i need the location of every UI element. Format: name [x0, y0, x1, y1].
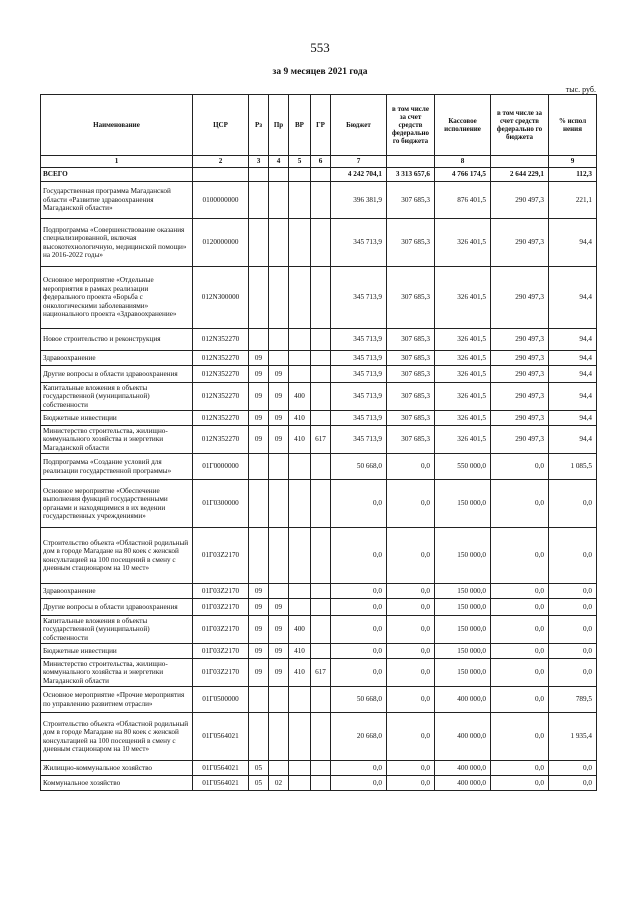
col-number: 7	[331, 156, 387, 168]
row-budget-fed: 0,0	[387, 599, 435, 616]
row-budget-fed: 307 685,3	[387, 219, 435, 267]
row-budget-fed: 307 685,3	[387, 383, 435, 411]
row-cash: 326 401,5	[435, 267, 491, 329]
row-budget: 0,0	[331, 584, 387, 599]
row-percent: 94,4	[549, 267, 597, 329]
col-number	[387, 156, 435, 168]
row-gr	[311, 351, 331, 366]
row-csr: 012N352270	[193, 366, 249, 383]
row-budget-fed: 307 685,3	[387, 267, 435, 329]
row-cash-fed: 0,0	[491, 644, 549, 659]
table-row	[41, 480, 597, 528]
row-gr	[311, 366, 331, 383]
row-csr: 012N352270	[193, 383, 249, 411]
row-csr: 01Г03Z2170	[193, 616, 249, 644]
row-budget: 345 713,9	[331, 426, 387, 454]
col-header-csr: ЦСР	[193, 95, 249, 156]
row-budget-fed: 0,0	[387, 761, 435, 776]
row-gr	[311, 687, 331, 713]
row-gr	[311, 713, 331, 761]
row-cash: 326 401,5	[435, 219, 491, 267]
row-budget: 50 668,0	[331, 454, 387, 480]
table-row	[41, 644, 597, 659]
row-vr	[289, 713, 311, 761]
row-percent: 0,0	[549, 761, 597, 776]
row-name: Капитальные вложения в объекты государственной (муниципальной) собственности	[41, 616, 193, 644]
row-csr: 01Г03Z2170	[193, 644, 249, 659]
col-header-name: Наименование	[41, 95, 193, 156]
row-rz	[249, 687, 269, 713]
row-budget-fed: 307 685,3	[387, 426, 435, 454]
row-name: Другие вопросы в области здравоохранения	[41, 599, 193, 616]
total-label: ВСЕГО	[41, 168, 193, 182]
table-row	[41, 713, 597, 761]
row-cash-fed: 0,0	[491, 584, 549, 599]
row-budget: 0,0	[331, 616, 387, 644]
total-percent: 112,3	[549, 168, 597, 182]
row-rz: 09	[249, 366, 269, 383]
row-budget-fed: 0,0	[387, 644, 435, 659]
row-rz: 09	[249, 383, 269, 411]
col-number	[491, 156, 549, 168]
row-cash: 326 401,5	[435, 351, 491, 366]
table-row	[41, 687, 597, 713]
row-cash-fed: 0,0	[491, 528, 549, 584]
table-row	[41, 776, 597, 791]
row-cash-fed: 290 497,3	[491, 219, 549, 267]
row-vr	[289, 687, 311, 713]
row-cash: 150 000,0	[435, 528, 491, 584]
row-csr: 012N352270	[193, 351, 249, 366]
row-csr: 01Г0300000	[193, 480, 249, 528]
row-pr: 09	[269, 411, 289, 426]
row-cash-fed: 290 497,3	[491, 383, 549, 411]
table-row	[41, 329, 597, 351]
row-budget-fed: 0,0	[387, 616, 435, 644]
row-vr: 400	[289, 383, 311, 411]
row-percent: 1 085,5	[549, 454, 597, 480]
row-pr: 02	[269, 776, 289, 791]
row-percent: 0,0	[549, 480, 597, 528]
row-budget: 345 713,9	[331, 351, 387, 366]
row-gr	[311, 329, 331, 351]
row-pr	[269, 480, 289, 528]
row-pr	[269, 329, 289, 351]
col-header-budget-fed: в том числе за счет средств федерально го бюджета	[387, 95, 435, 156]
row-csr: 0100000000	[193, 182, 249, 219]
row-pr: 09	[269, 366, 289, 383]
row-rz: 09	[249, 599, 269, 616]
table-row	[41, 426, 597, 454]
row-rz	[249, 480, 269, 528]
row-csr: 01Г03Z2170	[193, 659, 249, 687]
row-budget: 345 713,9	[331, 383, 387, 411]
row-budget-fed: 0,0	[387, 454, 435, 480]
row-budget: 0,0	[331, 480, 387, 528]
row-gr	[311, 219, 331, 267]
row-name: Подпрограмма «Совершенствование оказания специализированной, включая высокотехнологичную, медицинской помощи» на 2016-2022 годы»	[41, 219, 193, 267]
row-cash: 326 401,5	[435, 426, 491, 454]
row-vr	[289, 219, 311, 267]
row-cash: 400 000,0	[435, 687, 491, 713]
table-row	[41, 584, 597, 599]
row-budget: 0,0	[331, 776, 387, 791]
row-percent: 94,4	[549, 351, 597, 366]
row-cash: 150 000,0	[435, 616, 491, 644]
row-vr	[289, 329, 311, 351]
row-gr	[311, 616, 331, 644]
row-csr: 01Г0000000	[193, 454, 249, 480]
row-name: Министерство строительства, жилищно-коммунального хозяйства и энергетики Магаданской области	[41, 426, 193, 454]
row-budget-fed: 0,0	[387, 528, 435, 584]
row-budget: 396 381,9	[331, 182, 387, 219]
row-csr: 01Г0564021	[193, 713, 249, 761]
row-cash-fed: 0,0	[491, 776, 549, 791]
row-gr	[311, 411, 331, 426]
row-vr: 410	[289, 426, 311, 454]
row-budget: 0,0	[331, 528, 387, 584]
row-cash: 150 000,0	[435, 659, 491, 687]
total-budget: 4 242 704,1	[331, 168, 387, 182]
table-row	[41, 411, 597, 426]
row-csr: 01Г03Z2170	[193, 584, 249, 599]
row-budget: 20 668,0	[331, 713, 387, 761]
row-cash: 150 000,0	[435, 644, 491, 659]
budget-execution-table	[40, 94, 597, 791]
row-csr: 01Г0564021	[193, 761, 249, 776]
row-budget: 0,0	[331, 599, 387, 616]
total-budget-fed: 3 313 657,6	[387, 168, 435, 182]
row-csr: 012N352270	[193, 426, 249, 454]
row-rz: 09	[249, 584, 269, 599]
row-vr	[289, 366, 311, 383]
row-percent: 0,0	[549, 584, 597, 599]
row-name: Другие вопросы в области здравоохранения	[41, 366, 193, 383]
row-budget-fed: 0,0	[387, 687, 435, 713]
row-gr	[311, 267, 331, 329]
col-header-cash-fed: в том числе за счет средств федерально го бюджета	[491, 95, 549, 156]
row-budget: 345 713,9	[331, 219, 387, 267]
row-cash-fed: 0,0	[491, 599, 549, 616]
table-row	[41, 267, 597, 329]
row-budget-fed: 0,0	[387, 480, 435, 528]
row-cash: 400 000,0	[435, 776, 491, 791]
row-vr	[289, 761, 311, 776]
row-name: Жилищно-коммунальное хозяйство	[41, 761, 193, 776]
row-budget-fed: 0,0	[387, 584, 435, 599]
row-percent: 0,0	[549, 528, 597, 584]
row-gr: 617	[311, 659, 331, 687]
row-cash: 400 000,0	[435, 713, 491, 761]
column-number-row	[41, 156, 597, 168]
row-percent: 94,4	[549, 383, 597, 411]
row-rz: 05	[249, 761, 269, 776]
col-number: 4	[269, 156, 289, 168]
table-row	[41, 383, 597, 411]
table-row	[41, 182, 597, 219]
row-pr: 09	[269, 599, 289, 616]
row-percent: 94,4	[549, 329, 597, 351]
row-vr	[289, 599, 311, 616]
row-percent: 221,1	[549, 182, 597, 219]
row-vr	[289, 351, 311, 366]
row-cash-fed: 290 497,3	[491, 329, 549, 351]
row-cash-fed: 0,0	[491, 454, 549, 480]
row-pr	[269, 351, 289, 366]
row-cash-fed: 0,0	[491, 687, 549, 713]
row-pr	[269, 219, 289, 267]
row-cash-fed: 290 497,3	[491, 351, 549, 366]
col-number: 2	[193, 156, 249, 168]
row-percent: 0,0	[549, 776, 597, 791]
col-number: 9	[549, 156, 597, 168]
table-row	[41, 454, 597, 480]
row-percent: 0,0	[549, 644, 597, 659]
row-budget: 0,0	[331, 644, 387, 659]
row-budget: 345 713,9	[331, 366, 387, 383]
table-row	[41, 528, 597, 584]
row-vr: 400	[289, 616, 311, 644]
row-pr: 09	[269, 616, 289, 644]
row-csr: 01Г03Z2170	[193, 528, 249, 584]
row-percent: 94,4	[549, 426, 597, 454]
row-budget-fed: 0,0	[387, 659, 435, 687]
table-header-row	[41, 95, 597, 156]
units-label: тыс. руб.	[565, 85, 596, 94]
row-cash: 400 000,0	[435, 761, 491, 776]
row-cash: 326 401,5	[435, 366, 491, 383]
row-rz: 09	[249, 616, 269, 644]
table-row	[41, 616, 597, 644]
table-row	[41, 351, 597, 366]
row-name: Строительство объекта «Областной родильный дом в городе Магадане на 80 коек с женской консультацией на 100 посещений в смену с дневным стационаром на 10 мест»	[41, 713, 193, 761]
row-budget: 345 713,9	[331, 411, 387, 426]
row-cash-fed: 290 497,3	[491, 267, 549, 329]
row-pr	[269, 584, 289, 599]
row-pr: 09	[269, 383, 289, 411]
row-budget-fed: 307 685,3	[387, 411, 435, 426]
row-vr	[289, 182, 311, 219]
row-cash: 550 000,0	[435, 454, 491, 480]
row-gr	[311, 776, 331, 791]
row-csr: 012N352270	[193, 411, 249, 426]
row-percent: 94,4	[549, 219, 597, 267]
col-number: 1	[41, 156, 193, 168]
row-cash-fed: 290 497,3	[491, 411, 549, 426]
row-csr: 012N352270	[193, 329, 249, 351]
row-rz: 09	[249, 351, 269, 366]
row-vr	[289, 480, 311, 528]
row-gr	[311, 528, 331, 584]
row-rz: 09	[249, 426, 269, 454]
row-budget-fed: 307 685,3	[387, 351, 435, 366]
row-rz	[249, 267, 269, 329]
row-vr: 410	[289, 659, 311, 687]
col-number: 5	[289, 156, 311, 168]
row-gr	[311, 383, 331, 411]
row-gr	[311, 761, 331, 776]
row-vr	[289, 776, 311, 791]
row-budget: 345 713,9	[331, 267, 387, 329]
row-gr	[311, 480, 331, 528]
row-name: Основное мероприятие «Обеспечение выполнения функций государственными органами и находящимися в их ведении государственных учреждениями»	[41, 480, 193, 528]
col-header-cash: Кассовое исполнение	[435, 95, 491, 156]
row-cash-fed: 0,0	[491, 761, 549, 776]
row-budget: 0,0	[331, 659, 387, 687]
row-name: Министерство строительства, жилищно-коммунального хозяйства и энергетики Магаданской области	[41, 659, 193, 687]
row-csr: 01Г0564021	[193, 776, 249, 791]
table-row	[41, 659, 597, 687]
row-name: Здравоохранение	[41, 584, 193, 599]
row-rz: 09	[249, 644, 269, 659]
table-row	[41, 599, 597, 616]
col-number: 3	[249, 156, 269, 168]
row-pr: 09	[269, 426, 289, 454]
row-rz	[249, 329, 269, 351]
row-rz	[249, 219, 269, 267]
row-percent: 0,0	[549, 599, 597, 616]
row-budget-fed: 307 685,3	[387, 329, 435, 351]
row-cash: 326 401,5	[435, 329, 491, 351]
row-cash-fed: 0,0	[491, 480, 549, 528]
row-budget: 0,0	[331, 761, 387, 776]
row-cash-fed: 0,0	[491, 616, 549, 644]
row-vr	[289, 454, 311, 480]
row-vr: 410	[289, 644, 311, 659]
page-number: 553	[310, 40, 330, 55]
row-cash: 150 000,0	[435, 584, 491, 599]
row-gr: 617	[311, 426, 331, 454]
row-pr: 09	[269, 659, 289, 687]
row-rz	[249, 182, 269, 219]
row-name: Здравоохранение	[41, 351, 193, 366]
row-pr: 09	[269, 644, 289, 659]
row-percent: 94,4	[549, 366, 597, 383]
row-name: Подпрограмма «Создание условий для реализации государственной программы»	[41, 454, 193, 480]
row-percent: 789,5	[549, 687, 597, 713]
col-header-gr: ГР	[311, 95, 331, 156]
row-budget-fed: 307 685,3	[387, 366, 435, 383]
row-cash: 326 401,5	[435, 411, 491, 426]
row-csr: 01Г03Z2170	[193, 599, 249, 616]
row-name: Строительство объекта «Областной родильный дом в городе Магадане на 80 коек с женской консультацией на 100 посещений в смену с дневным стационаром на 10 мест»	[41, 528, 193, 584]
row-pr	[269, 182, 289, 219]
row-csr: 01Г0500000	[193, 687, 249, 713]
row-cash: 326 401,5	[435, 383, 491, 411]
table-row	[41, 219, 597, 267]
row-pr	[269, 713, 289, 761]
row-vr	[289, 267, 311, 329]
row-pr	[269, 528, 289, 584]
row-percent: 0,0	[549, 616, 597, 644]
row-budget: 345 713,9	[331, 329, 387, 351]
total-cash: 4 766 174,5	[435, 168, 491, 182]
col-header-rz: Рз	[249, 95, 269, 156]
col-header-vr: ВР	[289, 95, 311, 156]
row-name: Государственная программа Магаданской области «Развитие здравоохранения Магаданской области»	[41, 182, 193, 219]
col-header-pr: Пр	[269, 95, 289, 156]
row-name: Бюджетные инвестиции	[41, 411, 193, 426]
row-gr	[311, 599, 331, 616]
row-budget-fed: 307 685,3	[387, 182, 435, 219]
row-budget-fed: 0,0	[387, 713, 435, 761]
row-cash: 150 000,0	[435, 599, 491, 616]
row-vr: 410	[289, 411, 311, 426]
row-budget-fed: 0,0	[387, 776, 435, 791]
row-name: Коммунальное хозяйство	[41, 776, 193, 791]
row-cash-fed: 290 497,3	[491, 426, 549, 454]
row-budget: 50 668,0	[331, 687, 387, 713]
row-name: Основное мероприятие «Прочие мероприятия по управлению развитием отрасли»	[41, 687, 193, 713]
row-rz: 09	[249, 411, 269, 426]
row-cash-fed: 0,0	[491, 713, 549, 761]
row-cash-fed: 290 497,3	[491, 182, 549, 219]
total-row	[41, 168, 597, 182]
row-cash-fed: 290 497,3	[491, 366, 549, 383]
row-name: Бюджетные инвестиции	[41, 644, 193, 659]
col-header-budget: Бюджет	[331, 95, 387, 156]
row-vr	[289, 528, 311, 584]
col-number: 6	[311, 156, 331, 168]
row-name: Основное мероприятие «Отдельные мероприятия в рамках реализации федерального проекта «Борьба с онкологическими заболеваниями» национального проекта «Здравоохранение»	[41, 267, 193, 329]
col-header-percent: % испол нения	[549, 95, 597, 156]
table-row	[41, 366, 597, 383]
row-rz	[249, 528, 269, 584]
row-cash: 876 401,5	[435, 182, 491, 219]
row-csr: 0120000000	[193, 219, 249, 267]
row-rz	[249, 454, 269, 480]
row-cash-fed: 0,0	[491, 659, 549, 687]
row-vr	[289, 584, 311, 599]
row-name: Новое строительство и реконструкция	[41, 329, 193, 351]
row-name: Капитальные вложения в объекты государственной (муниципальной) собственности	[41, 383, 193, 411]
row-percent: 94,4	[549, 411, 597, 426]
row-pr	[269, 687, 289, 713]
row-csr: 012N300000	[193, 267, 249, 329]
row-gr	[311, 644, 331, 659]
row-gr	[311, 454, 331, 480]
row-percent: 1 935,4	[549, 713, 597, 761]
row-rz: 09	[249, 659, 269, 687]
total-cash-fed: 2 644 229,1	[491, 168, 549, 182]
row-pr	[269, 761, 289, 776]
report-period-title: за 9 месяцев 2021 года	[272, 67, 368, 77]
row-rz: 05	[249, 776, 269, 791]
col-number: 8	[435, 156, 491, 168]
row-pr	[269, 267, 289, 329]
row-rz	[249, 713, 269, 761]
row-gr	[311, 584, 331, 599]
row-percent: 0,0	[549, 659, 597, 687]
row-pr	[269, 454, 289, 480]
row-cash: 150 000,0	[435, 480, 491, 528]
table-row	[41, 761, 597, 776]
row-gr	[311, 182, 331, 219]
